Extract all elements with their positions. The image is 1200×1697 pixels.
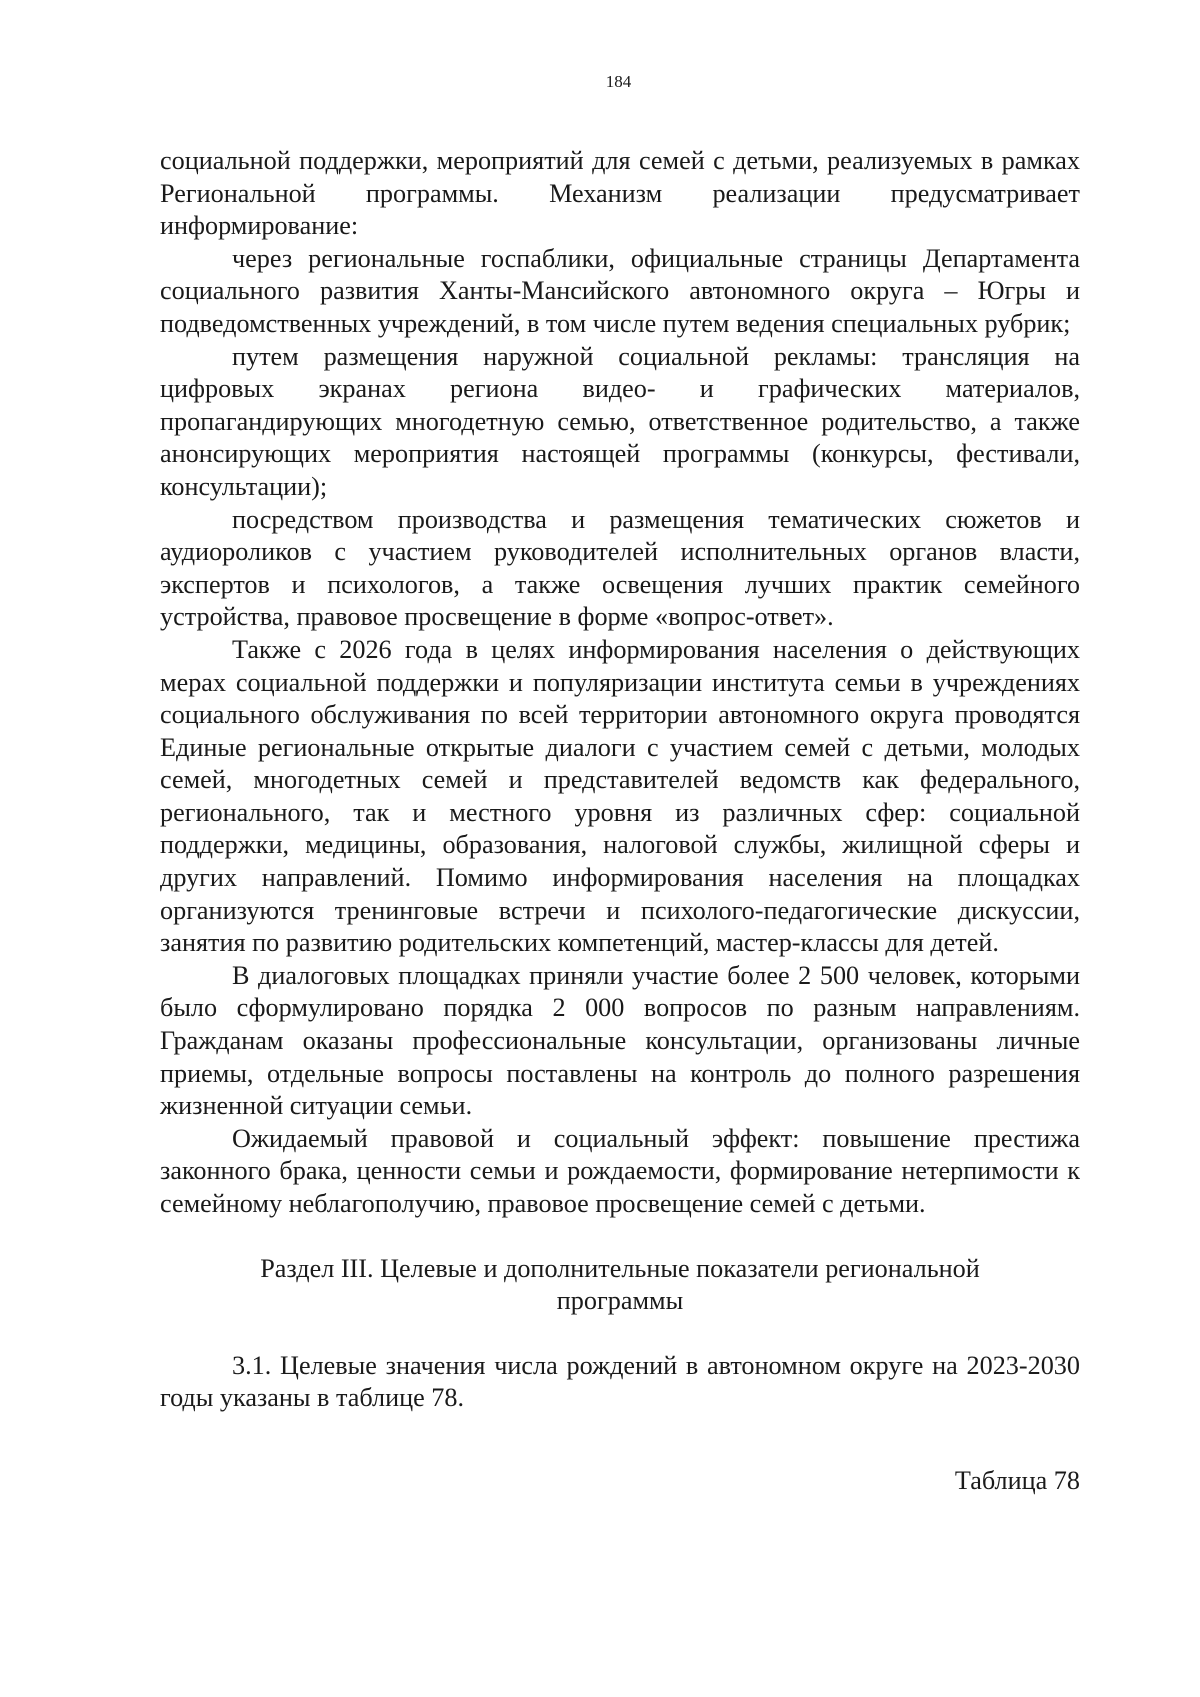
paragraph: Ожидаемый правовой и социальный эффект: повышение престижа законного брака, ценности семьи и рождаемости, формирование нетерпимости к семейному неблагополучию, правовое просвещение семей с детьми. [160,1123,1080,1218]
section-heading-line: Раздел III. Целевые и дополнительные показатели региональной [260,1253,980,1283]
section-paragraph: 3.1. Целевые значения числа рождений в автономном округе на 2023-2030 годы указаны в таблице 78. [160,1350,1080,1413]
section-heading [160,1253,1080,1318]
paragraph: В диалоговых площадках приняли участие более 2 500 человек, которыми было сформулировано порядка 2 000 вопросов по разным направлениям. Гражданам оказаны профессиональные консультации, организованы личные приемы, отдельные вопросы поставлены на контроль до полного разрешения жизненной ситуации семьи. [160,960,1080,1121]
paragraph: путем размещения наружной социальной рекламы: трансляция на цифровых экранах региона видео- и графических материалов, пропагандирующих многодетную семью, ответственное родительство, а также анонсирующих мероприятия настоящей программы (конкурсы, фестивали, консультации); [160,341,1080,501]
paragraph: через региональные госпаблики, официальные страницы Департамента социального развития Ханты-Мансийского автономного округа – Югры и подведомственных учреждений, в том числе путем ведения специальных рубрик; [160,243,1080,338]
document-body [160,145,1080,1498]
paragraph: посредством производства и размещения тематических сюжетов и аудиороликов с участием руководителей исполнительных органов власти, экспертов и психологов, а также освещения лучших практик семейного устройства, правовое просвещение в форме «вопрос-ответ». [160,504,1080,632]
paragraph: социальной поддержки, мероприятий для семей с детьми, реализуемых в рамках Региональной программы. Механизм реализации предусматривает информирование: [160,146,1080,241]
page-number: 184 [605,72,632,91]
table-caption: Таблица 78 [954,1465,1080,1495]
paragraph: Также с 2026 года в целях информирования населения о действующих мерах социальной поддержки и популяризации института семьи в учреждениях социального обслуживания по всей территории автономного округа проводятся Единые региональные открытые диалоги с участием семей с детьми, молодых семей, многодетных семей и представителей ведомств как федерального, регионального, так и местного уровня из различных сфер: социальной поддержки, медицины, образования, налоговой службы, жилищной сферы и других направлений. Помимо информирования населения на площадках организуются тренинговые встречи и психолого-педагогические дискуссии, занятия по развитию родительских компетенций, мастер-классы для детей. [160,634,1080,958]
section-heading-line: программы [556,1286,684,1316]
